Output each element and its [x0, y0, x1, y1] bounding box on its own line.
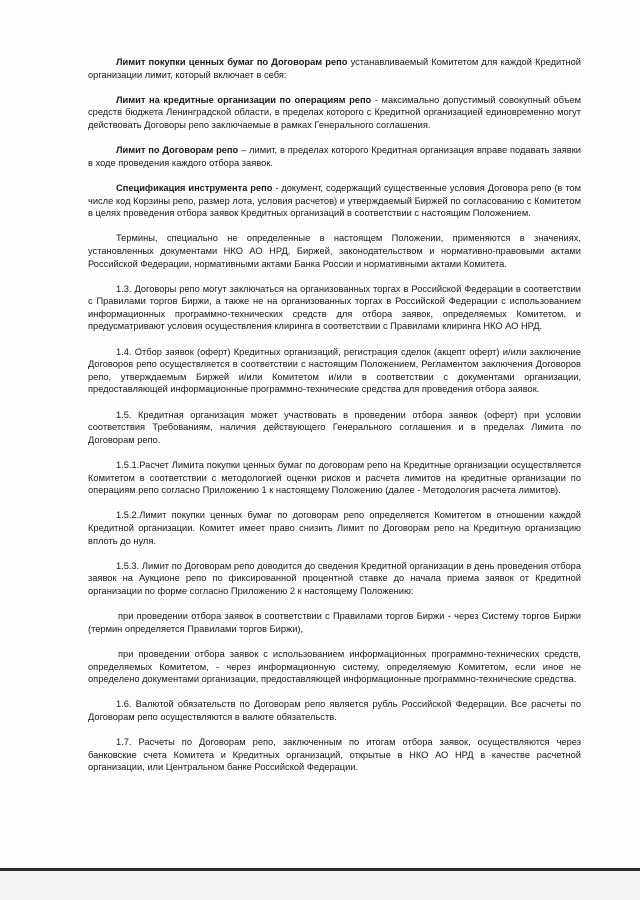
paragraph-limit-repo	[88, 144, 581, 169]
term-limit-purchase: Лимит покупки ценных бумаг по Договорам репо	[116, 57, 348, 67]
paragraph-spec	[88, 182, 581, 220]
document-body	[88, 56, 581, 786]
clause-1-5-3-software: при проведении отбора заявок с использованием информационных программно-технических средств, определяемых Комитетом, - через информационную систему, определяемую Комитетом, если иное не определено документами организации, предоставляющей информационные программно-технические средства.	[88, 648, 581, 685]
clause-1-5: 1.5. Кредитная организация может участвовать в проведении отбора заявок (оферт) при условии соответствия Требованиям, наличия действующего Генерального соглашения и в пределах Лимита по Договорам репо.	[88, 409, 581, 445]
paragraph-limit-purchase	[88, 56, 581, 81]
definition-spec: - документ, содержащий существенные условия Договора репо (в том числе код Корзины репо, размер лота, условия расчетов) и утверждаемый Биржей по согласованию с Комитетом в целях проведения отбора заявок Кредитных организаций в соответствии с настоящим Положением.	[88, 182, 581, 219]
clause-1-4: 1.4. Отбор заявок (оферт) Кредитных организаций, регистрация сделок (акцепт оферт) и/или заключение Договоров репо осуществляется в соответствии с настоящим Положением, Регламентом заключения Договоров репо, утверждаемым Биржей и/или Комитетом и/или в соответствии с документами организации, предоставляющей информационные программно-технические средства для проведения отбора заявок.	[88, 346, 581, 395]
clause-1-5-2: 1.5.2.Лимит покупки ценных бумаг по договорам репо определяется Комитетом в отношении каждой Кредитной организации. Комитет имеет право снизить Лимит по Договорам репо на Кредитную организацию вплоть до нуля.	[88, 510, 581, 546]
paragraph-terms: Термины, специально не определенные в настоящем Положении, применяются в значениях, установленных документами НКО АО НРД, Биржей, законодательством и нормативно-правовыми актами Российской Федерации, нормативными актами Банка России и нормативными актами Комитета.	[88, 233, 581, 269]
clause-1-6: 1.6. Валютой обязательств по Договорам репо является рубль Российской Федерации. Все расчеты по Договорам репо осуществляются в валюте обязательств.	[88, 699, 581, 722]
clause-1-5-3-exchange: при проведении отбора заявок в соответствии с Правилами торгов Биржи - через Систему торгов Биржи (термин определяется Правилами торгов Биржи),	[88, 611, 581, 634]
definition-limit-credit-org: - максимально допустимый совокупный объем средств бюджета Ленинградской области, в пределах которого с Кредитной организацией единовременно могут действовать Договоры репо заключаемые в рамках Генерального соглашения.	[88, 94, 581, 130]
term-spec: Спецификация инструмента репо	[116, 182, 273, 193]
paragraph-limit-credit-org	[88, 94, 581, 132]
clause-1-3: 1.3. Договоры репо могут заключаться на организованных торгах в Российской Федерации в соответствии с Правилами торгов Биржи, а также не на организованных торгах в Российской Федерации с использованием информационных программно-технических средств для отбора заявок, определяемых Комитетом, и предусматривают условия осуществления клиринга в соответствии с Правилами клиринга НКО АО НРД.	[88, 283, 581, 332]
clause-1-5-1: 1.5.1.Расчет Лимита покупки ценных бумаг по договорам репо на Кредитные организации осуществляется Комитетом в соответствии с методологией оценки рисков и расчета лимитов на кредитные организации по операциям репо согласно Приложению 1 к настоящему Положению (далее - Методология расчета лимитов).	[88, 460, 581, 496]
scan-margin	[0, 871, 640, 900]
term-limit-repo: Лимит по Договорам репо	[116, 145, 239, 156]
definition-limit-repo: – лимит, в пределах которого Кредитная организация вправе подавать заявки в ходе проведения каждого отбора заявок.	[88, 145, 582, 168]
definition-limit-purchase: устанавливаемый Комитетом для каждой Кредитной организации лимит, который включает в себя:	[88, 57, 581, 80]
clause-1-7: 1.7. Расчеты по Договорам репо, заключенным по итогам отбора заявок, осуществляются через банковские счета Комитета и Кредитных организаций, открытые в НКО АО НРД в качестве расчетной организации, или Центральном банке Российской Федерации.	[88, 737, 581, 773]
clause-1-5-3: 1.5.3. Лимит по Договорам репо доводится до сведения Кредитной организации в день проведения отбора заявок на Аукционе репо по фиксированной процентной ставке до начала приема заявок от Кредитной организации по форме согласно Приложению 2 к настоящему Положению:	[88, 560, 581, 596]
term-limit-credit-org: Лимит на кредитные организации по операциям репо	[116, 94, 372, 105]
